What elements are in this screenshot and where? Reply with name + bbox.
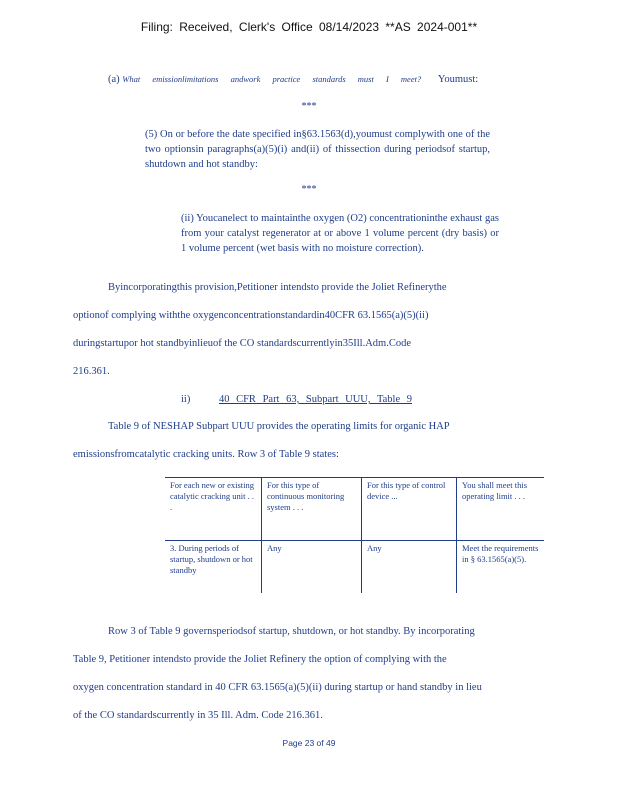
text-line: 216.361. — [73, 366, 110, 377]
question-label: (a) — [108, 74, 120, 85]
section-number: ii) — [181, 394, 191, 405]
table-cell: Any — [262, 541, 362, 594]
text-line: optionof complying withthe oxygenconcentrationstandardin40CFR 63.1565(a)(5)(ii) — [73, 310, 429, 321]
section-title: 40 CFR Part 63, Subpart UUU, Table 9 — [218, 394, 412, 405]
text-line: duringstartupor hot standbyinlieuof the CO standardscurrentlyin35Ill.Adm.Code — [73, 338, 411, 349]
page-number: Page 23 of 49 — [282, 738, 336, 748]
table-cell: Meet the requirements in § 63.1565(a)(5). — [457, 541, 545, 594]
separator-1: *** — [301, 101, 317, 112]
question-answer: Youmust: — [437, 74, 479, 85]
text-line: of the CO standardscurrently in 35 Ill. Adm. Code 216.361. — [73, 710, 323, 721]
section-heading — [181, 394, 412, 405]
question-text: What emissionlimitations andwork practice standards must I meet? — [122, 74, 422, 84]
header-cell: For each new or existing catalytic cracking unit . . . — [170, 480, 255, 512]
table-row — [165, 541, 544, 594]
item-ii-paragraph: (ii) Youcanelect to maintainthe oxygen (O2) concentrationinthe exhaust gas from your catalyst regenerator at or above 1 volume percent (dry basis) or 1 volume percent (wet basis with no moisture correction). — [181, 213, 499, 254]
table-cell: Any — [362, 541, 457, 594]
header-cell: For this type of control device ... — [362, 478, 457, 541]
header-cell: You shall meet this operating limit . . . — [457, 478, 545, 541]
separator-2: *** — [301, 184, 317, 195]
table-cell: 3. During periods of startup, shutdown or hot standby — [170, 543, 253, 575]
text-line: Table 9, Petitioner intendsto provide the Joliet Refinery the option of complying with the — [73, 654, 447, 665]
text-line: oxygen concentration standard in 40 CFR 63.1565(a)(5)(ii) during startup or hand standby in lieu — [73, 682, 482, 693]
text-line: Table 9 of NESHAP Subpart UUU provides the operating limits for organic HAP — [108, 421, 450, 432]
item-5-paragraph: (5) On or before the date specified in§63.1563(d),youmust complywith one of the two optionsin paragraphs(a)(5)(i) and(ii) of thissection during periodsof startup, shutdown and hot standby: — [145, 129, 490, 170]
text-line: Row 3 of Table 9 governsperiodsof startup, shutdown, or hot standby. By incorporating — [108, 626, 475, 637]
table-9 — [165, 477, 544, 593]
header-cell: For this type of continuous monitoring system . . . — [262, 478, 362, 541]
filing-header: Filing: Received, Clerk's Office 08/14/2023 **AS 2024-001** — [140, 20, 478, 34]
text-line: emissionsfromcatalytic cracking units. Row 3 of Table 9 states: — [73, 449, 339, 460]
table-header-row — [165, 478, 544, 541]
question-line — [108, 74, 478, 85]
text-line: Byincorporatingthis provision,Petitioner intendsto provide the Joliet Refinerythe — [108, 282, 447, 293]
